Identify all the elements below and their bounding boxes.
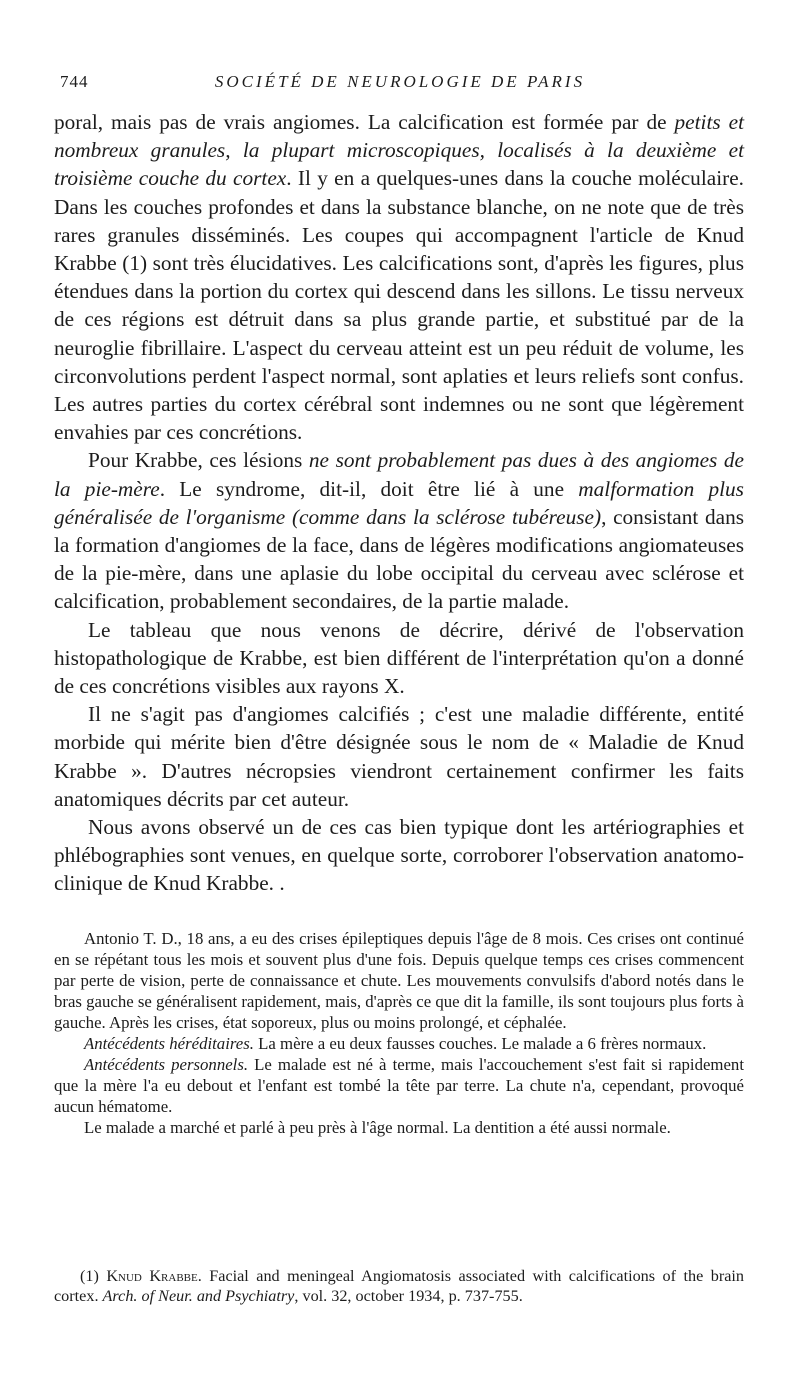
case-paragraph: Antonio T. D., 18 ans, a eu des crises épileptiques depuis l'âge de 8 mois. Ces crises ont continué en se répétant tous les mois et souvent plus d'une fois. Depuis quelque temps ces crises commencent par perte de vision, perte de connaissance et chute. Les mouvements convulsifs d'abord notés dans le bras gauche se généralisent rapidement, mais, d'après ce que dit la famille, ils sont toujours plus forts à gauche. Après les crises, état soporeux, plus ou moins prolongé, et céphalée. <box>54 929 744 1032</box>
case-paragraph: Antécédents personnels. Le malade est né à terme, mais l'accouchement s'est fait si rapidement que la mère l'a eu debout et l'enfant est tombé la tête par terre. La chute n'a, cependant, provoqué aucun hématome. <box>54 1055 744 1116</box>
case-paragraph: Antécédents héréditaires. La mère a eu deux fausses couches. Le malade a 6 frères normaux. <box>84 1034 707 1053</box>
paragraph: poral, mais pas de vrais angiomes. La calcification est formée par de petits et nombreux granules, la plupart microscopiques, localisés à la deuxième et troisième couche du cortex. Il y en a quelques-unes dans la couche moléculaire. Dans les couches profondes et dans la substance blanche, on ne note que de très rares granules disséminés. Les coupes qui accompagnent l'article de Knud Krabbe (1) sont très élucidatives. Les calcifications sont, d'après les figures, plus étendues dans la portion du cortex qui descend dans les sillons. Le tissu nerveux de ces régions est détruit dans sa plus grande partie, et substitué par de la neuroglie fibrillaire. L'aspect du cerveau atteint est un peu réduit de volume, les circonvolutions perdent l'aspect normal, sont aplaties et leurs reliefs sont confus. Les autres parties du cortex cérébral sont indemnes ou ne sont que légèrement envahies par ces concrétions. <box>54 110 744 445</box>
case-paragraph: Le malade a marché et parlé à peu près à l'âge normal. La dentition a été aussi normale. <box>84 1118 671 1137</box>
emphasis: malformation plus généralisée de l'organisme (comme dans la sclérose tubéreuse) <box>54 476 744 529</box>
page-header <box>55 72 745 102</box>
footnote-text: (1) Knud Krabbe. Facial and meningeal Angiomatosis associated with calcifications of the brain cortex. Arch. of Neur. and Psychiatry, vol. 32, october 1934, p. 737-755. <box>54 1267 745 1305</box>
paragraph: Pour Krabbe, ces lésions ne sont probablement pas dues à des angiomes de la pie-mère. Le syndrome, dit-il, doit être lié à une malformation plus généralisée de l'organisme (comme dans la sclérose tubéreuse), consistant dans la formation d'angiomes de la face, dans de légères modifications angiomateuses de la pie-mère, dans une aplasie du lobe occipital du cerveau avec sclérose et calcification, probablement secondaires, de la partie malade. <box>54 448 744 614</box>
footnote <box>54 1266 744 1306</box>
section-label: Antécédents personnels. <box>84 1055 249 1074</box>
paragraph: Le tableau que nous venons de décrire, dérivé de l'observation histopathologique de Krabbe, est bien différent de l'interprétation qu'on a donné de ces concrétions visibles aux rayons X. <box>54 617 744 699</box>
page-number: 744 <box>60 72 89 91</box>
main-text <box>54 108 744 898</box>
footnote-author: Knud Krabbe. <box>106 1267 202 1285</box>
paragraph: Il ne s'agit pas d'angiomes calcifiés ; c'est une maladie différente, entité morbide qui mérite bien d'être désignée sous le nom de « Maladie de Knud Krabbe ». D'autres nécropsies viendront certainement confirmer les faits anatomiques décrits par cet auteur. <box>54 702 744 811</box>
emphasis: ne sont probablement pas dues à des angiomes de la pie-mère <box>54 448 744 501</box>
paragraph: Nous avons observé un de ces cas bien typique dont les artériographies et phlébographies sont venues, en quelque sorte, corroborer l'observation anatomo-clinique de Knud Krabbe. . <box>54 815 744 896</box>
footnote-journal: Arch. of Neur. and Psychiatry <box>102 1287 295 1305</box>
section-label: Antécédents héréditaires. <box>84 1034 254 1053</box>
case-report <box>54 928 744 1138</box>
emphasis: petits et nombreux granules, la plupart microscopiques, localisés à la deuxième et troisième couche du cortex <box>54 110 744 191</box>
running-title: SOCIÉTÉ DE NEUROLOGIE DE PARIS <box>214 72 586 91</box>
